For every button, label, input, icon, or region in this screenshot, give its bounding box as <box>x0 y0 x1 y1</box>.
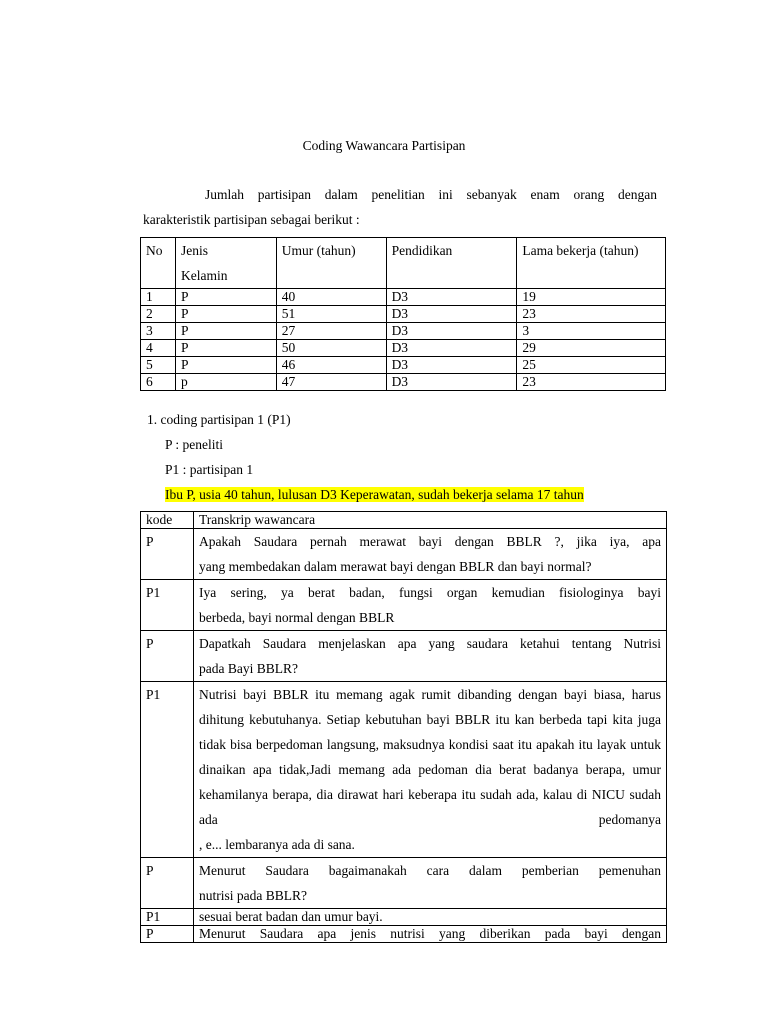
cell-jenis: P <box>175 306 276 323</box>
table-row <box>141 682 667 858</box>
interview-transcript-table <box>140 511 667 943</box>
cell-no: 4 <box>141 340 176 357</box>
transcript-line: berbeda, bayi normal dengan BBLR <box>199 610 395 625</box>
cell-no: 3 <box>141 323 176 340</box>
cell-pendidikan: D3 <box>386 374 517 391</box>
header-jenis-line1: Jenis <box>180 243 208 258</box>
transcript-line: Menurut Saudara apa jenis nutrisi yang diberikan pada bayi dengan <box>199 926 661 941</box>
cell-kode: P <box>141 529 194 580</box>
cell-lama: 25 <box>517 357 666 374</box>
table-row <box>141 306 666 323</box>
header-umur: Umur (tahun) <box>276 238 386 289</box>
table-row <box>141 323 666 340</box>
cell-lama: 23 <box>517 374 666 391</box>
table-header-row <box>141 238 666 289</box>
transcript-line: ada pedoman dia berat badanya berapa, umur kehamilanya berapa, dia <box>199 762 662 802</box>
cell-umur: 51 <box>276 306 386 323</box>
header-lama-bekerja: Lama bekerja (tahun) <box>517 238 666 289</box>
cell-no: 2 <box>141 306 176 323</box>
header-jenis-line2: Kelamin <box>180 268 228 283</box>
table-row <box>141 357 666 374</box>
table-row <box>141 289 666 306</box>
transcript-line: Iya sering, ya berat badan, fungsi organ kemudian fisiologinya bayi <box>199 585 661 600</box>
intro-paragraph-line1: Jumlah partisipan dalam penelitian ini sebanyak enam orang dengan <box>205 187 657 202</box>
transcript-line: yang membedakan dalam merawat bayi dengan BBLR dan bayi normal? <box>199 559 592 574</box>
table-row <box>141 374 666 391</box>
transcript-line: Dapatkah Saudara menjelaskan apa yang saudara ketahui tentang Nutrisi <box>199 636 661 651</box>
table-row <box>141 909 667 926</box>
table-row <box>141 858 667 909</box>
transcript-line: Menurut Saudara bagaimanakah cara dalam pemberian pemenuhan <box>199 863 661 878</box>
cell-kode: P1 <box>141 682 194 858</box>
cell-no: 6 <box>141 374 176 391</box>
page-title: Coding Wawancara Partisipan <box>302 138 466 153</box>
table-row <box>141 529 667 580</box>
cell-pendidikan: D3 <box>386 323 517 340</box>
transcript-line: Nutrisi bayi BBLR itu memang agak rumit dibanding dengan bayi biasa, <box>199 687 626 702</box>
cell-transcript <box>194 858 667 909</box>
cell-lama: 29 <box>517 340 666 357</box>
transcript-line: Apakah Saudara pernah merawat bayi dengan BBLR ?, jika iya, apa <box>199 534 661 549</box>
cell-no: 1 <box>141 289 176 306</box>
transcript-line: , e... lembaranya ada di sana. <box>199 837 355 852</box>
table-row <box>141 340 666 357</box>
table-row <box>141 926 667 943</box>
cell-umur: 40 <box>276 289 386 306</box>
header-no: No <box>141 238 176 289</box>
section-heading: 1. coding partisipan 1 (P1) <box>147 412 291 427</box>
transcript-line: dirawat hari keberapa itu sudah ada, kalau di NICU sudah ada pedomanya <box>199 787 661 827</box>
cell-pendidikan: D3 <box>386 340 517 357</box>
transcript-line: sesuai berat badan dan umur bayi. <box>199 909 383 924</box>
cell-transcript <box>194 529 667 580</box>
participant-characteristics-table <box>140 237 666 391</box>
cell-transcript <box>194 631 667 682</box>
intro-paragraph-line2: karakteristik partisipan sebagai berikut : <box>143 212 360 227</box>
header-kode: kode <box>141 512 194 529</box>
cell-no: 5 <box>141 357 176 374</box>
cell-kode: P1 <box>141 580 194 631</box>
cell-kode: P1 <box>141 909 194 926</box>
participant-summary-highlight: Ibu P, usia 40 tahun, lulusan D3 Keperawatan, sudah bekerja selama 17 tahun <box>165 487 584 502</box>
cell-kode: P <box>141 926 194 943</box>
transcript-header-row <box>141 512 667 529</box>
transcript-line: berbeda tapi kita juga tidak bisa berpedoman langsung, maksudnya <box>199 712 662 752</box>
legend-partisipan: P1 : partisipan 1 <box>165 462 254 477</box>
transcript-line: pada Bayi BBLR? <box>199 661 298 676</box>
transcript-line: kondisi saat itu apakah itu layak untuk dinaikan apa tidak,Jadi memang <box>199 737 662 777</box>
legend-peneliti: P : peneliti <box>165 437 223 452</box>
cell-transcript <box>194 909 667 926</box>
header-pendidikan: Pendidikan <box>386 238 517 289</box>
cell-jenis: P <box>175 340 276 357</box>
cell-umur: 47 <box>276 374 386 391</box>
cell-lama: 3 <box>517 323 666 340</box>
cell-transcript <box>194 926 667 943</box>
header-jenis-kelamin <box>175 238 276 289</box>
cell-kode: P <box>141 858 194 909</box>
cell-jenis: P <box>175 357 276 374</box>
cell-jenis: P <box>175 289 276 306</box>
cell-pendidikan: D3 <box>386 357 517 374</box>
cell-jenis: p <box>175 374 276 391</box>
cell-umur: 27 <box>276 323 386 340</box>
cell-transcript <box>194 682 667 858</box>
cell-umur: 50 <box>276 340 386 357</box>
cell-jenis: P <box>175 323 276 340</box>
cell-kode: P <box>141 631 194 682</box>
transcript-line: nutrisi pada BBLR? <box>199 888 307 903</box>
cell-pendidikan: D3 <box>386 289 517 306</box>
cell-pendidikan: D3 <box>386 306 517 323</box>
cell-lama: 19 <box>517 289 666 306</box>
table-row <box>141 580 667 631</box>
table-row <box>141 631 667 682</box>
header-transkrip: Transkrip wawancara <box>194 512 667 529</box>
cell-umur: 46 <box>276 357 386 374</box>
transcript-line: harus dihitung kebutuhanya. Setiap kebutuhan bayi BBLR itu kan <box>199 687 662 727</box>
cell-transcript <box>194 580 667 631</box>
cell-lama: 23 <box>517 306 666 323</box>
